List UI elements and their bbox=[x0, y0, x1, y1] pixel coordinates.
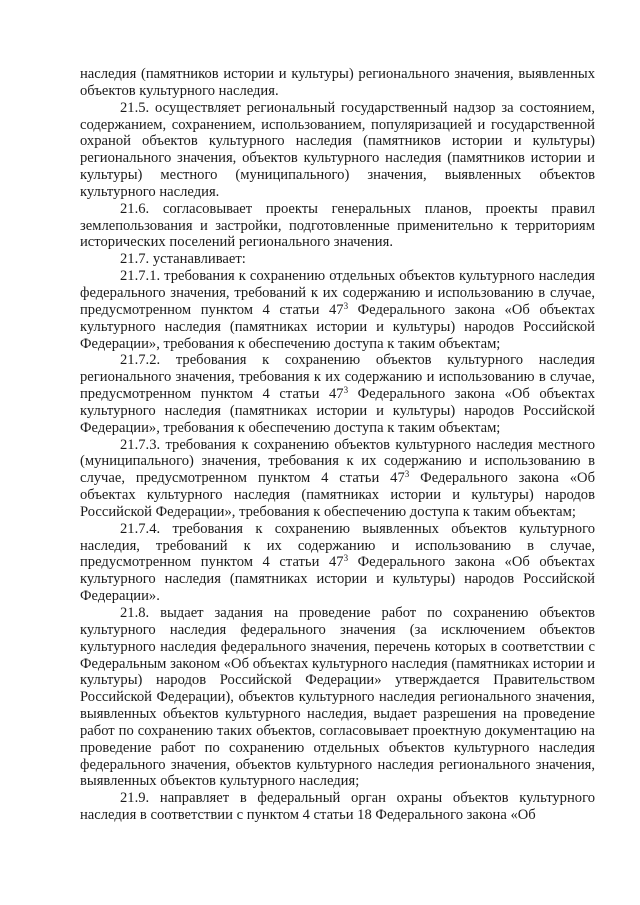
paragraph-text: Федерального закона «Об объектах культурного наследия (памятниках истории и культуры) народов Российской Федерации», требования к обеспечению доступа к таким объектам; bbox=[80, 301, 595, 352]
paragraph-text: 21.9. направляет в федеральный орган охраны объектов культурного наследия в соответствии с пунктом 4 статьи 18 Федерального закона «Об bbox=[80, 790, 595, 824]
paragraph-text: 21.5. осуществляет региональный государственный надзор за состоянием, содержанием, сохранением, использованием, популяризацией и государственной охраной объектов культурного наследия (памятников истории и культуры) регионального значения, объектов культурного наследия (памятников истории и культуры) местного (муниципального) значения, выявленных объектов культурного наследия. bbox=[80, 99, 595, 200]
paragraph-21-7-1 bbox=[80, 268, 595, 352]
document-page bbox=[80, 66, 595, 824]
paragraph-21-7-4 bbox=[80, 521, 595, 605]
paragraph-text: 21.7.1. требования к сохранению отдельных объектов культурного наследия федерального значения, требований к их содержанию и использованию в случае, предусмотренном пунктом 4 статьи 47 bbox=[80, 268, 595, 318]
paragraph-text: 21.7. устанавливает: bbox=[120, 251, 246, 268]
paragraph-21-7-3 bbox=[80, 437, 595, 521]
paragraph-21-7 bbox=[80, 251, 595, 268]
paragraph-21-7-2 bbox=[80, 352, 595, 436]
paragraph-text: 21.6. согласовывает проекты генеральных планов, проекты правил землепользования и застройки, подготовленные применительно к территориям исторических поселений регионального значения. bbox=[80, 200, 595, 251]
paragraph-text: 21.8. выдает задания на проведение работ по сохранению объектов культурного наследия федерального значения (за исключением объектов культурного наследия федерального значения, перечень которых в соответствии с Федеральным законом «Об объектах культурного наследия (памятниках истории и культуры) народов Российской Федерации» утверждается Правительством Российской Федерации), объектов культурного наследия регионального значения, выявленных объектов культурного наследия, выдает разрешения на проведение работ по сохранению таких объектов, согласовывает проектную документацию на проведение работ по сохранению отдельных объектов культурного наследия федерального значения, объектов культурного наследия регионального значения, выявленных объектов культурного наследия; bbox=[80, 605, 595, 790]
superscript: 3 bbox=[343, 300, 349, 311]
paragraph-21-8 bbox=[80, 605, 595, 790]
paragraph-text: Федерального закона «Об объектах культурного наследия (памятниках истории и культуры) народов Российской Федерации», требования к обеспечению доступа к таким объектам; bbox=[80, 386, 595, 436]
paragraph-text: Федерального закона «Об объектах культурного наследия (памятниках истории и культуры) народов Российской Федерации». bbox=[80, 554, 595, 605]
paragraph-text: наследия (памятников истории и культуры) регионального значения, выявленных объектов культурного наследия. bbox=[80, 66, 595, 99]
paragraph-21-6 bbox=[80, 201, 595, 252]
paragraph-text: 21.7.4. требования к сохранению выявленных объектов культурного наследия, требований к их содержанию и использованию в случае, предусмотренном пунктом 4 статьи 47 bbox=[80, 520, 595, 571]
superscript: 3 bbox=[343, 385, 349, 396]
paragraph-text: 21.7.3. требования к сохранению объектов культурного наследия местного (муниципального) значения, требования к их содержанию и использованию в случае, предусмотренном пунктом 4 статьи 47 bbox=[80, 436, 595, 487]
superscript: 3 bbox=[343, 553, 349, 564]
paragraph-text: 21.7.2. требования к сохранению объектов культурного наследия регионального значения, требования к их содержанию и использованию в случае, предусмотренном пунктом 4 статьи 47 bbox=[80, 352, 595, 403]
superscript: 3 bbox=[404, 469, 410, 480]
paragraph-21-5 bbox=[80, 100, 595, 201]
paragraph-continuation bbox=[80, 66, 595, 100]
paragraph-21-9 bbox=[80, 790, 595, 824]
paragraph-text: Федерального закона «Об объектах культурного наследия (памятниках истории и культуры) народов Российской Федерации», требования к обеспечению доступа к таким объектам; bbox=[80, 470, 596, 520]
